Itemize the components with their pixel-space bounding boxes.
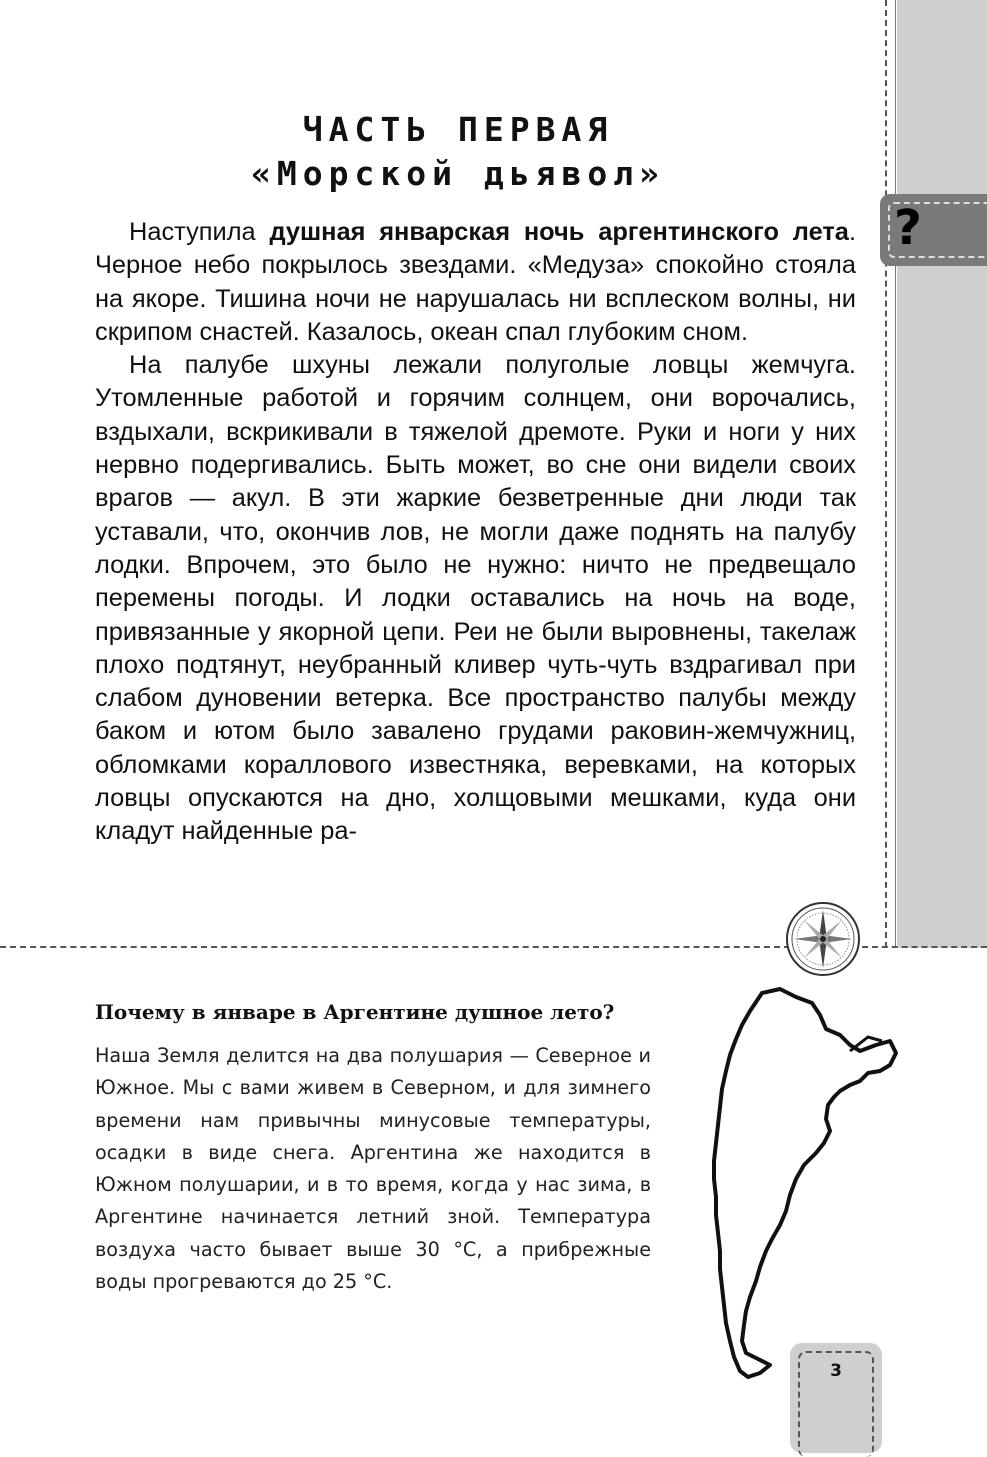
page-number: 3 [830,1361,842,1381]
sidebar-question-title: Почему в январе в Аргентине душное лето? [95,1000,615,1024]
argentina-map [700,985,910,1390]
page-number-tab [790,1343,882,1453]
side-strip-edge [895,0,896,948]
p1-rest: . Черное небо покрылось звездами. «Медуза» спокойно стояла на якоре. Тишина ночи не нарушалась ни всплеском волны, ни скрипом снастей. Казалось, океан спал глубоким сном. [95,218,856,346]
paragraph-2: На палубе шхуны лежали полуголые ловцы жемчуга. Утомленные работой и горячим солнцем, они ворочались, вздыхали, вскрикивали в тяжелой дремоте. Руки и ноги у них нервно подергивались. Быть может, во сне они видели своих врагов — акул. В эти жаркие безветренные дни люди так уставали, что, окончив лов, не могли даже поднять на палубу лодки. Впрочем, это было не нужно: ничто не предвещало перемены погоды. И лодки оставались на ночь на воде, привязанные у якорной цепи. Реи не были выровнены, такелаж плохо подтянут, неубранный кливер чуть-чуть вздрагивал при слабом дуновении ветерка. Все пространство палубы между баком и ютом было завалено грудами раковин-жемчужниц, обломками кораллового известняка, веревками, на которых ловцы опускаются на дно, холщовыми мешками, куда они кладут найденные ра- [95,351,856,846]
p1-bold: душная январская ночь аргентинского лета [269,218,849,246]
sidebar-question-answer: Наша Земля делится на два полушария — Северное и Южное. Мы с вами живем в Северном, и для зимнего времени нам привычны минусовые температуры, осадки в виде снега. Аргентина же находится в Южном полушарии, и в то время, когда у нас зима, в Аргентине начинается летний зной. Температура воздуха часто бывает выше 30 °С, а прибрежные воды прогреваются до 25 °С. [95,1044,651,1294]
section-divider [0,946,790,948]
chapter-heading [90,108,826,196]
p1-intro: Наступила [129,218,270,246]
chapter-title: «Морской дьявол» [251,154,665,193]
section-divider-right [862,946,987,948]
main-text [95,216,856,849]
compass-icon [784,900,862,978]
side-strip-stitch [885,0,887,948]
side-strip [897,0,987,948]
question-tab [880,194,987,266]
paragraph-1 [95,216,856,349]
part-label: ЧАСТЬ ПЕРВАЯ [302,110,614,149]
question-mark-icon: ? [894,200,922,256]
